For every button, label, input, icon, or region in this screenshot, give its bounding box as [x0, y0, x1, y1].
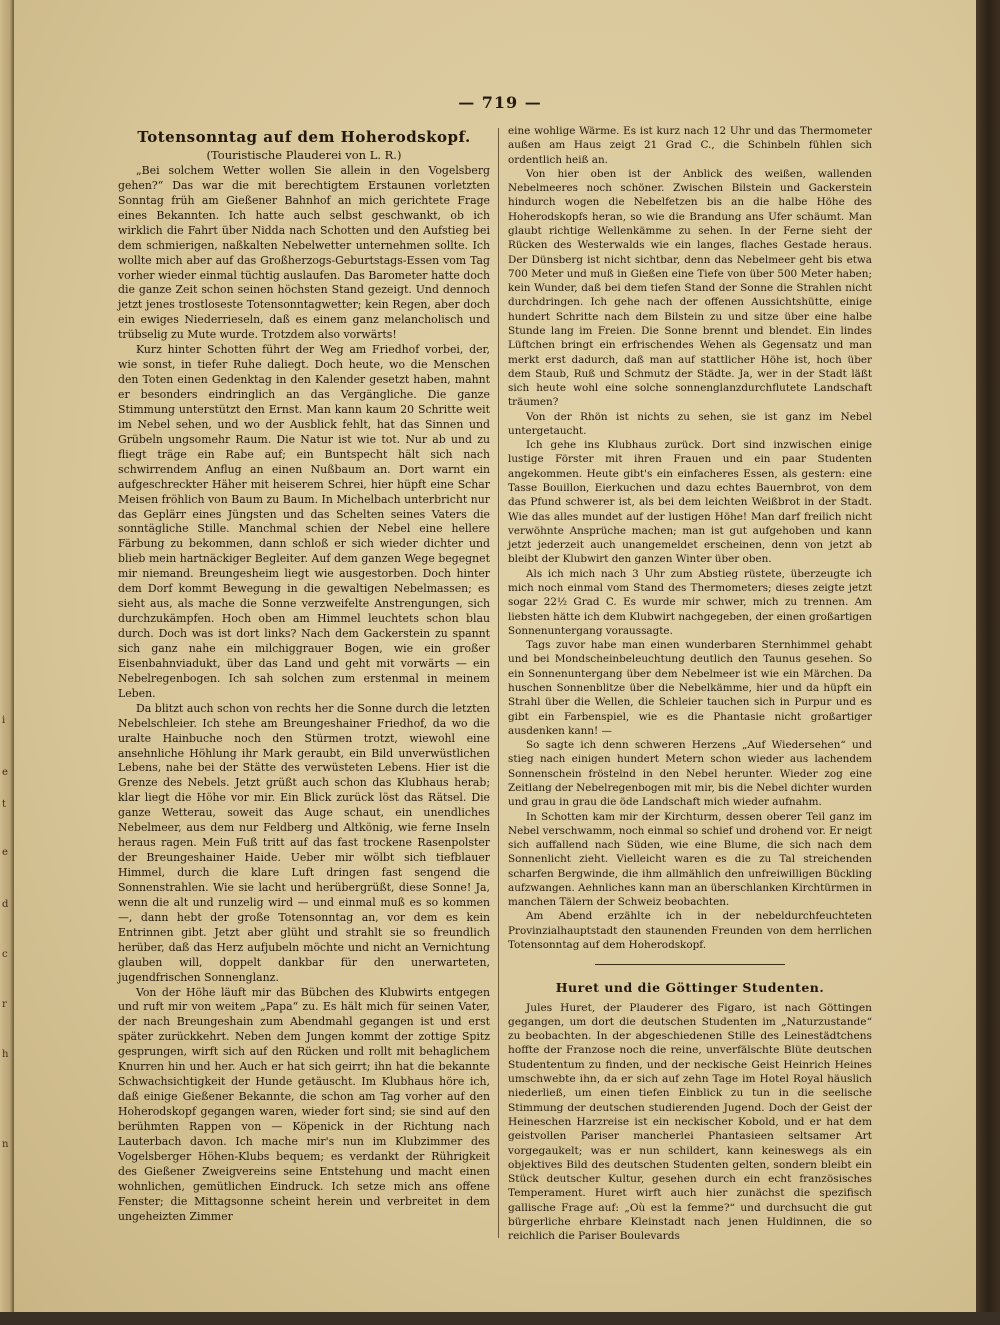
scan-bottom-edge: [0, 1312, 1000, 1325]
page-number: — 719 —: [458, 93, 542, 112]
paragraph: Tags zuvor habe man einen wunderbaren Sternhimmel gehabt und bei Mondscheinbeleuchtung deutlich den Taunus gesehen. So ein Sonnenuntergang über dem Nebelmeer ist wie ein Märchen. Da huschen Sonnenblitze über die Nebelkämme, hier und da hüpft ein Strahl über die Wellen, die Schleier tauchen sich in Purpur und es gibt ein Farbenspiel, wie es die Phantasie nicht großartiger ausdenken kann! —: [508, 639, 872, 737]
column-divider: [498, 128, 499, 1238]
paragraph: Jules Huret, der Plauderer des Figaro, ist nach Göttingen gegangen, um dort die deutschen Studenten im „Naturzustande“ zu beobachten. In der abgeschiedenen Stille des Leinestädtchens hoffte der Franzose noch die reine, unverfälschte Blüte deutschen Studententum zu finden, und der neckische Geist Heinrich Heines umschwebte ihn, da er sich auf zehn Tage im Hotel Royal häuslich niederließ, um einen tiefen Einblick zu tun in die seelische Stimmung der deutschen studierenden Jugend. Doch der Geist der Heineschen Harzreise ist ein neckischer Kobold, und er hat dem geistvollen Pariser mancherlei Phantasieen seltsamer Art vorgegaukelt; was er nun schildert, kann keineswegs als ein objektives Bild des deutschen Studenten gelten, sondern bleibt ein Stück deutscher Kultur, gesehen durch ein echt französisches Temperament. Huret wirft auch hier zunächst die spezifisch gallische Frage auf: „Où est la femme?“ und durchsucht die gut bürgerliche ehrbare Kleinstadt nach jenen Huldinnen, die so reichlich die Pariser Boulevards: [508, 1001, 872, 1243]
book-binding: [976, 0, 1000, 1325]
paragraph: Ich gehe ins Klubhaus zurück. Dort sind inzwischen einige lustige Förster mit ihren Frauen und ein paar Studenten angekommen. Heute gibt's ein einfacheres Essen, als gestern: eine Tasse Bouillon, Eierkuchen und dazu echtes Bauernbrot, von dem das Pfund schwerer ist, als bei dem leichten Weißbrot in der Stadt. Wie das alles mundet auf der lustigen Höhe! Man darf freilich nicht verwöhnte Ansprüche machen; man ist gut aufgehoben und kann jetzt jederzeit auch unangemeldet erscheinen, denn von jetzt ab bleibt der Klubwirt den ganzen Winter über oben.: [508, 439, 872, 566]
paragraph: „Bei solchem Wetter wollen Sie allein in den Vogelsberg gehen?“ Das war die mit berechtigtem Erstaunen vorletzten Sonntag früh am Gießener Bahnhof an mich gerichtete Frage eines Bekannten. Ich hatte auch selbst geschwankt, ob ich wirklich die Fahrt über Nidda nach Schotten und den Aufstieg bei dem schmierigen, naßkalten Nebelwetter unternehmen sollte. Ich wollte mich aber auf das Großherzogs-Geburtstags-Essen vom Tag vorher wieder einmal tüchtig auslaufen. Das Barometer hatte doch die ganze Zeit schon seinen höchsten Stand gezeigt. Und dennoch jetzt jenes trostloseste Totensonntagwetter; kein Regen, aber doch ein ewiges Niederrieseln, daß es einem ganz melancholisch und trübselig zu Mute wurde. Trotzdem also vorwärts!: [118, 163, 490, 342]
article-body: [508, 1001, 872, 1244]
article-subtitle: (Touristische Plauderei von L. R.): [206, 148, 402, 162]
paragraph: In Schotten kam mir der Kirchturm, dessen oberer Teil ganz im Nebel verschwamm, noch einmal so schief und drohend vor. Er neigt sich auffallend nach Süden, wie eine Blume, die sich nach dem Sonnenlicht zieht. Vielleicht waren es die zu Tal streichenden scharfen Bergwinde, die ihm allmählich den unfreiwilligen Bückling aufzwangen. Aehnliches kann man an überschlanken Kirchtürmen in manchen Tälern der Schweiz beobachten.: [508, 810, 872, 909]
paragraph: Von der Rhön ist nichts zu sehen, sie ist ganz im Nebel untergetaucht.: [508, 410, 872, 437]
left-column: [118, 124, 490, 1225]
article-title: Totensonntag auf dem Hoherodskopf.: [137, 128, 471, 146]
paragraph: Am Abend erzählte ich in der nebeldurchfeuchteten Provinzialhauptstadt den staunenden Freunden von dem herrlichen Totensonntag auf dem Hoherodskopf.: [508, 910, 872, 952]
paragraph: Von hier oben ist der Anblick des weißen, wallenden Nebelmeeres noch schöner. Zwischen Bilstein und Gackerstein hindurch wogen die Nebelfetzen bis an die halbe Höhe des Hoherodskopfs heran, so wie die Brandung ans Ufer schäumt. Man glaubt richtige Wellenkämme zu sehen. In der Ferne sieht der Rücken des Westerwalds wie ein langes, flaches Gestade heraus. Der Dünsberg ist nicht sichtbar, denn das Nebelmeer geht bis etwa 700 Meter und muß in Gießen eine Tiefe von über 500 Meter haben; kein Wunder, daß bei dem tiefen Stand der Sonne die Strahlen nicht durchdringen. Ich gehe nach der offenen Aussichtshütte, einige hundert Schritte nach dem Bilstein zu und sitze über eine halbe Stunde lang im Freien. Die Sonne brennt und blendet. Ein lindes Lüftchen bringt ein erfrischendes Wehen als Gegensatz und man merkt erst dadurch, daß man auf stattlicher Höhe ist, hoch über dem Staub, Ruß und Schmutz der Städte. Ja, wer in der Stadt läßt sich heute wohl eine solche sonnenglanzdurchflutete Landschaft träumen?: [508, 167, 872, 409]
paragraph: Als ich mich nach 3 Uhr zum Abstieg rüstete, überzeugte ich mich noch einmal vom Stand des Thermometers; dieses zeigte jetzt sogar 22½ Grad C. Es wurde mir schwer, mich zu trennen. Am liebsten hätte ich dem Klubwirt nachgegeben, der einen großartigen Sonnenuntergang voraussagte.: [508, 567, 872, 637]
right-column: [508, 124, 872, 1244]
paragraph: Da blitzt auch schon von rechts her die Sonne durch die letzten Nebelschleier. Ich stehe am Breungeshainer Friedhof, da wo die uralte Hainbuche noch den Stürmen trotzt, wiewohl eine ansehnliche Höhlung ihr Mark geraubt, ein Bild unverwüstlichen Lebens, nahe bei der Stätte des verwüsteten Lebens. Hier ist die Grenze des Nebels. Jetzt grüßt auch schon das Klubhaus herab; klar liegt die Höhe vor mir. Ein Blick zurück löst das Rätsel. Die ganze Wetterau, soweit das Auge schaut, ein unendliches Nebelmeer, aus dem nur Feldberg und Altkönig, wie ferne Inseln heraus ragen. Mein Fuß tritt auf das fast trockene Rasenpolster der Breungeshainer Haide. Ueber mir wölbt sich tiefblauer Himmel, durch die klare Luft dringen fast sengend die Sonnenstrahlen. Wie sie lacht und herübergrüßt, diese Sonne! Ja, wenn die alt und runzelig wird — und einmal muß es so kommen —, dann hebt der große Totensonntag an, vor dem es kein Entrinnen gibt. Jetzt aber glüht und strahlt sie so freundlich herüber, daß das Herz aufjubeln möchte und nicht an Vernichtung glauben will, doppelt dankbar für den unerwarteten, jugendfrischen Sonnenglanz.: [118, 701, 490, 984]
paragraph: So sagte ich denn schweren Herzens „Auf Wiedersehen“ und stieg nach einigen hundert Metern schon wieder aus lachendem Sonnenschein fröstelnd in den Nebel herunter. Wieder zog eine Zeitlang der Nebelregenbogen mit mir, bis die Nebel dichter wurden und grau in grau die öde Landschaft mich wieder aufnahm.: [508, 739, 872, 809]
paragraph: Kurz hinter Schotten führt der Weg am Friedhof vorbei, der, wie sonst, in tiefer Ruhe daliegt. Doch heute, wo die Menschen den Toten einen Gedenktag in den Kalender gesetzt haben, mahnt er besonders eindringlich an das Vergängliche. Die ganze Stimmung unterstützt den Ernst. Man kann kaum 20 Schritte weit im Nebel sehen, und wo der Ausblick fehlt, hat das Sinnen und Grübeln ungsomehr Raum. Die Natur ist wie tot. Nur ab und zu fliegt träge ein Rabe auf; ein Buntspecht hält sich nach schwirrendem Anflug an einen Nußbaum an. Dort warnt ein aufgeschreckter Häher mit heiserem Schrei, hier hüpft eine Schar Meisen fröhlich von Baum zu Baum. In Michelbach unterbricht nur das Geplärr eines Jüngsten und das Schelten seines Vaters die sonntägliche Stille. Manchmal schien der Nebel eine hellere Färbung zu bekommen, dann schloß er sich wieder dichter und blieb mein hartnäckiger Begleiter. Auf dem ganzen Wege begegnet mir niemand. Breungesheim liegt wie ausgestorben. Doch hinter dem Dorf kommt Bewegung in die gewaltigen Nebelmassen; es sieht aus, als mache die Sonne verzweifelte Anstrengungen, sich durchzukämpfen. Hoch oben am Himmel leuchtets schon blau durch. Doch was ist dort links? Nach dem Gackerstein zu spannt sich ganz nahe ein milchiggrauer Bogen, wie ein großer Eisenbahnviadukt, über das Land und geht mit vorwärts — ein Nebelregenbogen. Ich sah solchen zum erstenmal in meinem Leben.: [118, 343, 490, 700]
article-title: Huret und die Göttinger Studenten.: [555, 980, 825, 996]
paragraph: eine wohlige Wärme. Es ist kurz nach 12 Uhr und das Thermometer außen am Haus zeigt 21 Grad C., die Schinbeln fühlen sich ordentlich heiß an.: [508, 125, 872, 166]
paragraph: Von der Höhe läuft mir das Bübchen des Klubwirts entgegen und ruft mir von weitem „Papa“ zu. Es hält mich für seinen Vater, der nach Breungeshain zum Abendmahl gegangen ist und erst später zurückkehrt. Neben dem Jungen kommt der zottige Spitz gesprungen, wirft sich auf den Rücken und rollt mit behaglichem Knurren hin und her. Auch er hat sich geirrt; ihn hat die bekannte Schwachsichtigkeit der Hunde getäuscht. Im Klubhaus höre ich, daß einige Gießener Bekannte, die schon am Tag vorher auf den Hoherodskopf gegangen waren, wieder fort sind; sie sind auf den berühmten Rappen von — Köpenick in der Richtung nach Lauterbach davon. Ich mache mir's nun im Klubzimmer des Vogelsberger Höhen-Klubs bequem; es verdankt der Rührigkeit des Gießener Zweigvereins seine Entstehung und macht einen wohnlichen, gemütlichen Eindruck. Ich setze mich ans offene Fenster; die Mittagsonne scheint herein und verbreitet in dem ungeheizten Zimmer: [118, 985, 490, 1223]
section-divider: [595, 964, 785, 965]
previous-page-edge: i e t e d c r h n: [0, 0, 14, 1325]
